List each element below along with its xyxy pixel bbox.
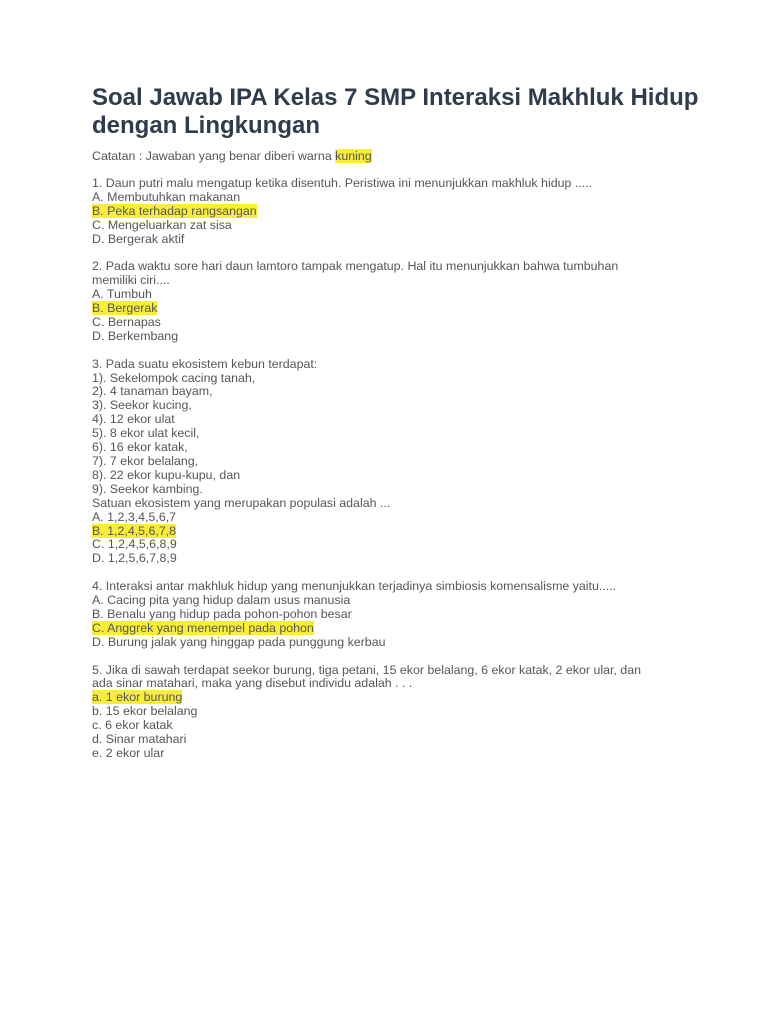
question-block-1 xyxy=(92,177,712,247)
note-prefix-text: Catatan : Jawaban yang benar diberi warna xyxy=(92,149,336,163)
ecosystem-list-item: 5). 8 ekor ulat kecil, xyxy=(92,426,200,441)
answer-option: A. Tumbuh xyxy=(92,287,152,302)
answer-option: D. Bergerak aktif xyxy=(92,231,185,246)
correct-answer-highlight: C. Anggrek yang menempel pada pohon xyxy=(92,620,314,635)
question-text: Satuan ekosistem yang merupakan populasi adalah ... xyxy=(92,495,391,510)
answer-option-correct xyxy=(92,205,712,219)
ecosystem-list-item: 1). Sekelompok cacing tanah, xyxy=(92,370,256,385)
question-text: 5. Jika di sawah terdapat seekor burung, tiga petani, 15 ekor belalang, 6 ekor katak, 2 ekor ular, dan xyxy=(92,662,641,677)
correct-answer-highlight: B. Peka terhadap rangsangan xyxy=(92,203,257,218)
ecosystem-list-item: 2). 4 tanaman bayam, xyxy=(92,384,213,399)
question-block-5 xyxy=(92,664,712,761)
correct-answer-highlight: B. Bergerak xyxy=(92,301,158,316)
answer-option: e. 2 ekor ular xyxy=(92,746,165,760)
question-block-4 xyxy=(92,580,712,650)
answer-option: c. 6 ekor katak xyxy=(92,718,173,733)
answer-option-correct xyxy=(92,302,712,316)
answer-option-correct xyxy=(92,525,712,539)
question-block-3 xyxy=(92,358,712,567)
question-text: 1. Daun putri malu mengatup ketika disentuh. Peristiwa ini menunjukkan makhluk hidup ..... xyxy=(92,175,593,190)
answer-option-correct xyxy=(92,691,712,705)
note-highlighted-word: kuning xyxy=(335,149,372,163)
answer-option: A. Cacing pita yang hidup dalam usus manusia xyxy=(92,593,351,608)
page-title: Soal Jawab IPA Kelas 7 SMP Interaksi Makhluk Hidup dengan Lingkungan xyxy=(92,84,699,139)
answer-option: A. 1,2,3,4,5,6,7 xyxy=(92,509,177,524)
ecosystem-list-item: 6). 16 ekor katak, xyxy=(92,440,188,455)
correct-answer-highlight: a. 1 ekor burung xyxy=(92,690,183,705)
answer-option: B. Benalu yang hidup pada pohon-pohon besar xyxy=(92,606,352,621)
answer-option: D. Berkembang xyxy=(92,328,179,343)
ecosystem-list-item: 3). Seekor kucing, xyxy=(92,398,192,413)
ecosystem-list-item: 7). 7 ekor belalang, xyxy=(92,454,199,468)
questions-container xyxy=(92,177,712,761)
question-text: 3. Pada suatu ekosistem kebun terdapat: xyxy=(92,356,318,371)
ecosystem-list-item: 9). Seekor kambing. xyxy=(92,481,203,496)
answer-option: b. 15 ekor belalang xyxy=(92,704,198,719)
ecosystem-list-item: 8). 22 ekor kupu-kupu, dan xyxy=(92,467,241,482)
correct-answer-highlight: B. 1,2,4,5,6,7,8 xyxy=(92,523,177,538)
answer-option: C. Mengeluarkan zat sisa xyxy=(92,217,232,232)
question-text: memiliki ciri.... xyxy=(92,273,170,288)
answer-option: d. Sinar matahari xyxy=(92,732,187,747)
answer-option: D. 1,2,5,6,7,8,9 xyxy=(92,551,177,566)
note-line xyxy=(92,150,712,164)
question-text: 4. Interaksi antar makhluk hidup yang menunjukkan terjadinya simbiosis komensalisme yaitu..... xyxy=(92,579,617,594)
answer-option: A. Membutuhkan makanan xyxy=(92,189,241,204)
answer-option: C. 1,2,4,5,6,8,9 xyxy=(92,537,177,552)
answer-option: D. Burung jalak yang hinggap pada punggung kerbau xyxy=(92,634,386,649)
ecosystem-list-item: 4). 12 ekor ulat xyxy=(92,412,175,427)
question-block-2 xyxy=(92,260,712,343)
answer-option-correct xyxy=(92,622,712,636)
answer-option: C. Bernapas xyxy=(92,314,161,329)
question-text: 2. Pada waktu sore hari daun lamtoro tampak mengatup. Hal itu menunjukkan bahwa tumbuhan xyxy=(92,259,619,274)
question-text: ada sinar matahari, maka yang disebut individu adalah . . . xyxy=(92,676,413,691)
